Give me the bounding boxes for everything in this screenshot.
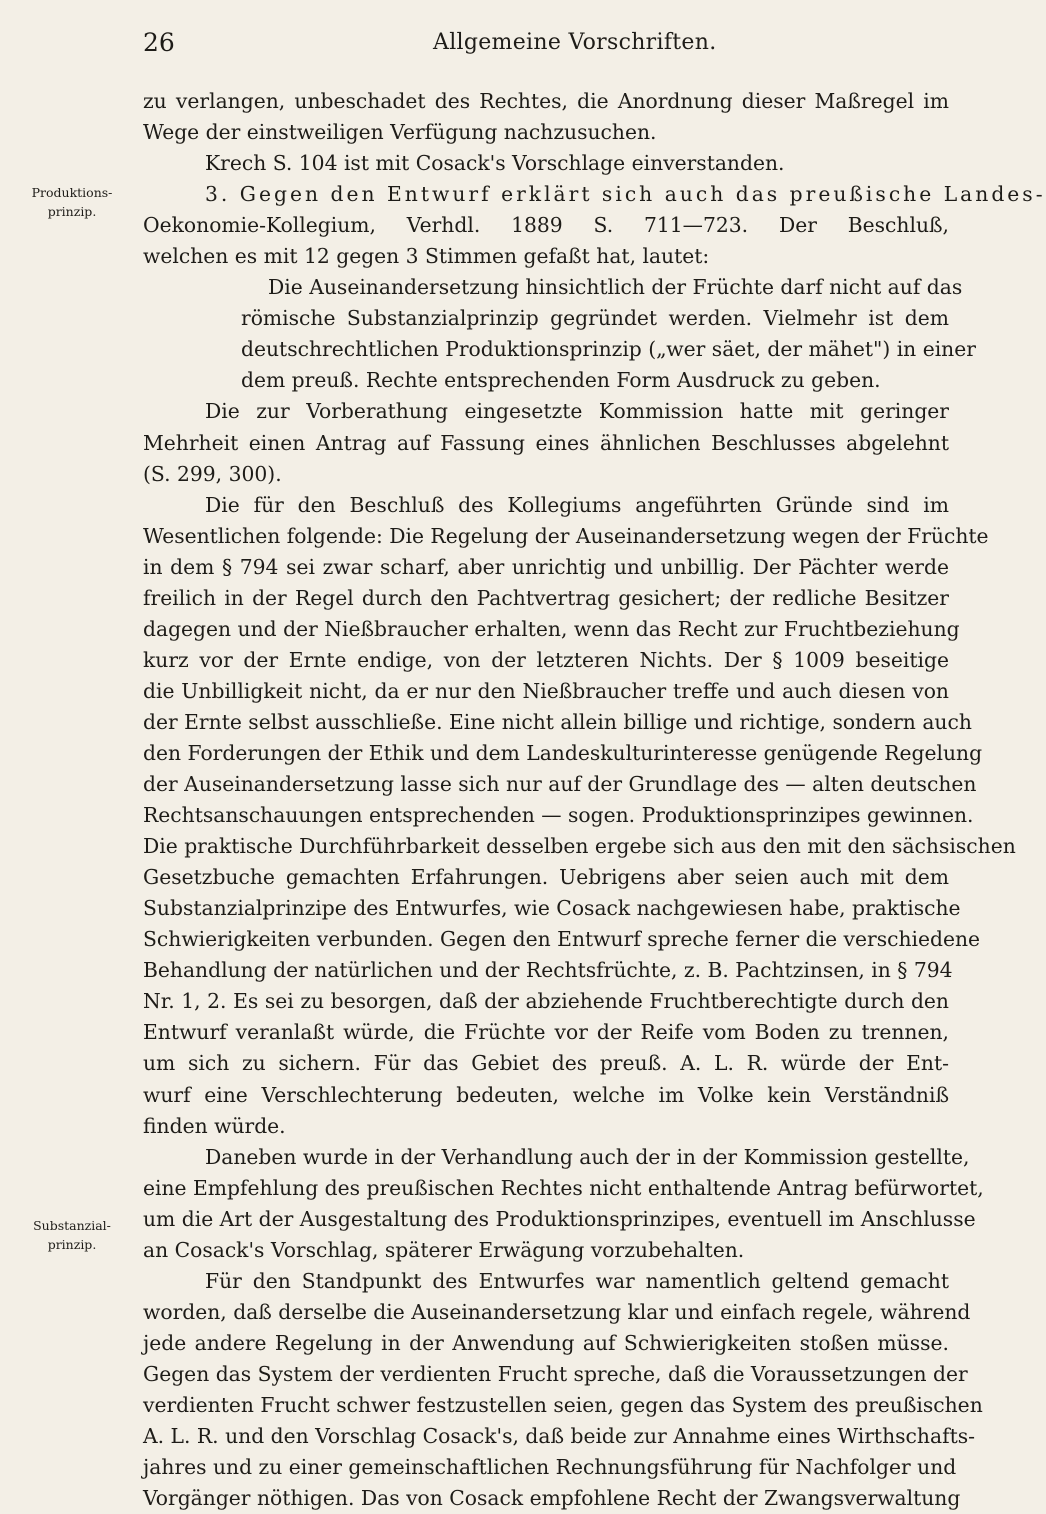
text-line: Krech S. 104 ist mit Cosack's Vorschlage einverstanden.	[205, 151, 785, 176]
text-line: wurf eine Verschlechterung bedeuten, welche im Volke kein Verständniß	[143, 1082, 949, 1107]
margin-note-line: prinzip.	[47, 204, 97, 219]
text-line: Vorgänger nöthigen. Das von Cosack empfohlene Recht der Zwangsverwaltung	[143, 1486, 961, 1511]
text-line: Rechtsanschauungen entsprechenden — sogen. Produktionsprinzipes gewinnen.	[143, 803, 974, 828]
text-line: welchen es mit 12 gegen 3 Stimmen gefaßt hat, lautet:	[143, 244, 710, 269]
text-line: (S. 299, 300).	[143, 461, 282, 486]
text-line: um sich zu sichern. Für das Gebiet des preuß. A. L. R. würde der Ent-	[143, 1051, 949, 1076]
text-line: worden, daß derselbe die Auseinandersetzung klar und einfach regele, während	[143, 1299, 971, 1324]
text-line: Die für den Beschluß des Kollegiums angeführten Gründe sind im	[205, 492, 949, 517]
text-line: Mehrheit einen Antrag auf Fassung eines ähnlichen Beschlusses abgelehnt	[143, 430, 949, 455]
text-line: freilich in der Regel durch den Pachtvertrag gesichert; der redliche Besitzer	[143, 585, 949, 610]
margin-note-substanzialprinzip	[22, 1216, 122, 1254]
margin-note-line: Produktions-	[31, 185, 113, 200]
text-line: Gesetzbuche gemachten Erfahrungen. Uebrigens aber seien auch mit dem	[143, 865, 949, 890]
margin-note-line: Substanzial-	[33, 1218, 111, 1233]
text-line: Oekonomie-Kollegium, Verhdl. 1889 S. 711—723. Der Beschluß,	[143, 213, 949, 238]
text-line: in dem § 794 sei zwar scharf, aber unrichtig und unbillig. Der Pächter werde	[143, 554, 949, 579]
margin-note-line: prinzip.	[47, 1237, 97, 1252]
text-line: dem preuß. Rechte entsprechenden Form Ausdruck zu geben.	[241, 368, 881, 393]
text-line: A. L. R. und den Vorschlag Cosack's, daß beide zur Annahme eines Wirthschafts-	[143, 1424, 975, 1449]
text-line: Daneben wurde in der Verhandlung auch der in der Kommission gestellte,	[205, 1144, 970, 1169]
text-line: Die zur Vorberathung eingesetzte Kommission hatte mit geringer	[205, 399, 949, 424]
text-line: dagegen und der Nießbraucher erhalten, wenn das Recht zur Fruchtbeziehung	[143, 616, 960, 641]
text-line: Die praktische Durchführbarkeit desselben ergebe sich aus den mit den sächsischen	[143, 834, 1016, 859]
page-header	[143, 28, 948, 68]
body-text	[143, 86, 1046, 1514]
text-line: um die Art der Ausgestaltung des Produktionsprinzipes, eventuell im Anschlusse	[143, 1206, 976, 1231]
text-line: Für den Standpunkt des Entwurfes war namentlich geltend gemacht	[205, 1268, 949, 1293]
text-line: Substanzialprinzipe des Entwurfes, wie Cosack nachgewiesen habe, praktische	[143, 896, 961, 921]
text-line: zu verlangen, unbeschadet des Rechtes, die Anordnung dieser Maßregel im	[143, 89, 949, 113]
text-line: deutschrechtlichen Produktionsprinzip („wer säet, der mähet") in einer	[241, 337, 976, 362]
margin-note-produktionsprinzip	[22, 183, 122, 221]
text-line: Wesentlichen folgende: Die Regelung der Auseinandersetzung wegen der Früchte	[143, 523, 989, 548]
text-line: kurz vor der Ernte endige, von der letzteren Nichts. Der § 1009 beseitige	[143, 647, 949, 672]
running-title: Allgemeine Vorschriften.	[433, 30, 717, 55]
text-line: Nr. 1, 2. Es sei zu besorgen, daß der abziehende Fruchtberechtigte durch den	[143, 989, 949, 1014]
text-line: an Cosack's Vorschlag, späterer Erwägung vorzubehalten.	[143, 1237, 745, 1262]
text-line: der Auseinandersetzung lasse sich nur auf der Grundlage des — alten deutschen	[143, 772, 977, 797]
page-number: 26	[143, 28, 175, 57]
text-line: Gegen das System der verdienten Frucht spreche, daß die Voraussetzungen der	[143, 1361, 968, 1386]
text-line: die Unbilligkeit nicht, da er nur den Nießbraucher treffe und auch diesen von	[143, 678, 949, 703]
text-line: Wege der einstweiligen Verfügung nachzusuchen.	[143, 120, 657, 145]
text-line: jahres und zu einer gemeinschaftlichen Rechnungsführung für Nachfolger und	[143, 1455, 957, 1480]
text-line: 3. Gegen den Entwurf erklärt sich auch das preußische Landes-	[205, 182, 1046, 207]
text-line: der Ernte selbst ausschließe. Eine nicht allein billige und richtige, sondern auch	[143, 709, 972, 734]
text-line: Behandlung der natürlichen und der Rechtsfrüchte, z. B. Pachtzinsen, in § 794	[143, 958, 953, 983]
text-line: Entwurf veranlaßt würde, die Früchte vor der Reife vom Boden zu trennen,	[143, 1020, 949, 1045]
text-line: Schwierigkeiten verbunden. Gegen den Entwurf spreche ferner die verschiedene	[143, 927, 981, 952]
text-line: eine Empfehlung des preußischen Rechtes nicht enthaltende Antrag befürwortet,	[143, 1175, 984, 1200]
text-line: finden würde.	[143, 1113, 286, 1138]
text-line: den Forderungen der Ethik und dem Landeskulturinteresse genügende Regelung	[143, 740, 983, 765]
text-line: römische Substanzialprinzip gegründet werden. Vielmehr ist dem	[241, 306, 949, 331]
text-line: verdienten Frucht schwer festzustellen seien, gegen das System des preußischen	[143, 1392, 983, 1417]
text-line: jede andere Regelung in der Anwendung auf Schwierigkeiten stoßen müsse.	[143, 1330, 949, 1355]
text-line: Die Auseinandersetzung hinsichtlich der Früchte darf nicht auf das	[268, 275, 963, 300]
